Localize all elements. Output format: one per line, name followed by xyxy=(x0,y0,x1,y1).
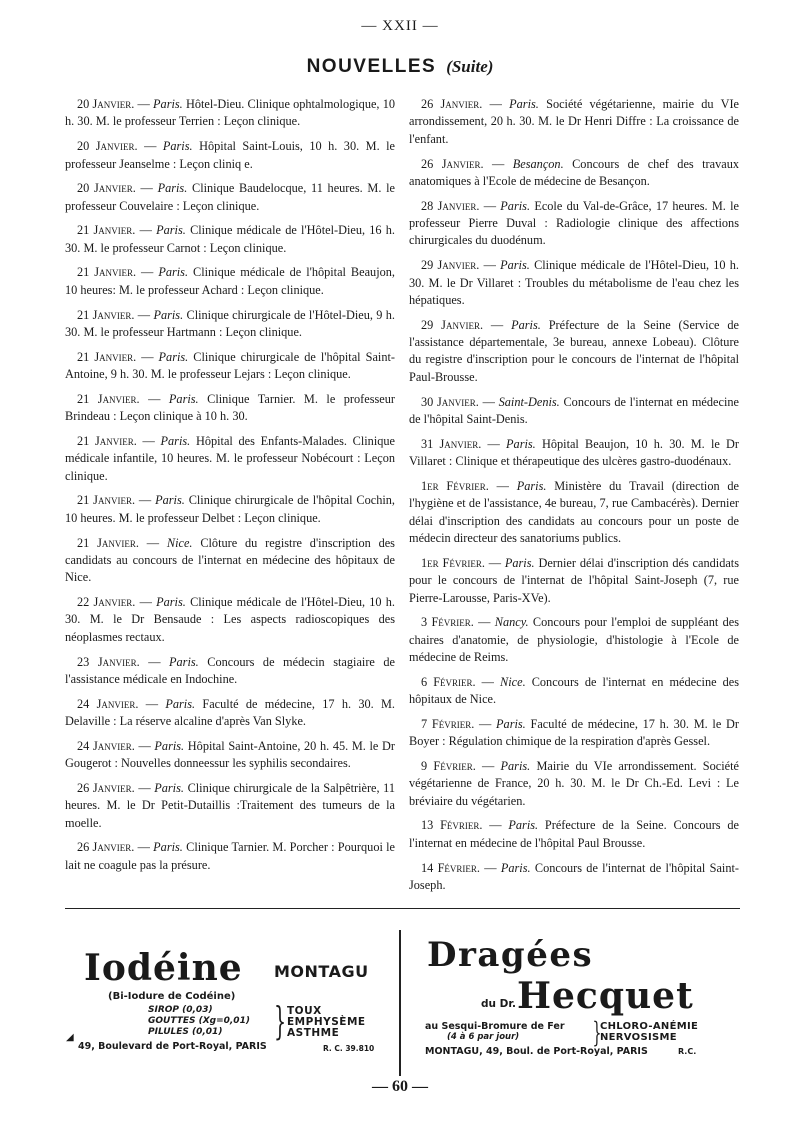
news-entry: 3 Février. — Nancy. Concours pour l'emploi de suppléant des chaires d'anatomie, de physiologie, d'histologie à l'Ecole de médecine de Reims. xyxy=(409,615,739,665)
news-entry: 21 Janvier. — Paris. Clinique chirurgicale de l'Hôtel-Dieu, 9 h. 30. M. le professeur Hartmann : Leçon clinique. xyxy=(65,307,395,339)
entry-text: Hôpital Beaujon, 10 h. 30. M. le Dr Villaret : Clinique et thérapeutique des ulcères gastro-duodénaux. xyxy=(409,436,739,469)
news-entry: 14 Février. — Paris. Concours de l'internat de l'hôpital Saint-Joseph. xyxy=(409,860,739,892)
news-entry: 20 Janvier. — Paris. Clinique Baudelocque, 11 heures. M. le professeur Couvelaire : Leçon clinique. xyxy=(65,181,395,213)
news-entry: 20 Janvier. — Paris. Hôtel-Dieu. Clinique ophtalmologique, 10 h. 30. M. le professeur Terrien : Leçon clinique. xyxy=(65,97,395,129)
brace-glyph: } xyxy=(274,999,287,1043)
entry-date: 31 Janvier. xyxy=(421,436,482,451)
entry-text: Dernier délai d'inscription dés candidats pour le concours de l'internat de l'hôpital Saint-Joseph (7, rue Pierre-Larousse, Paris-XVe). xyxy=(409,555,739,605)
entry-date: 24 Janvier. xyxy=(77,738,135,753)
entry-text: Clinique médicale de l'hôpital Beaujon, 10 heures: M. le professeur Achard : Leçon clinique. xyxy=(65,265,395,297)
entry-text: Clinique chirurgicale de l'hôpital Saint-Antoine, 9 h. 30. M. le professeur Lejars : Leçon clinique. xyxy=(65,349,395,382)
advert-address: MONTAGU, 49, Boul. de Port-Royal, PARIS xyxy=(425,1046,648,1057)
news-entry: 1er Février. — Paris. Dernier délai d'inscription dés candidats pour le concours de l'internat de l'hôpital Saint-Joseph (7, rue Pierre-Larousse, Paris-XVe). xyxy=(409,555,739,605)
entry-text: Préfecture de la Seine. Concours de l'internat en médecine de l'hôpital Paul Brousse. xyxy=(409,818,739,850)
advert-address: 49, Boulevard de Port-Royal, PARIS xyxy=(78,1041,267,1052)
entry-date: 3 Février. xyxy=(421,615,474,630)
entry-text: Faculté de médecine, 17 h. 30. M. le Dr Boyer : Régulation chimique de la respiration d'après Gessel. xyxy=(409,716,740,749)
advert-prefix: du Dr. xyxy=(481,998,517,1010)
advert-registration: R.C. xyxy=(678,1047,697,1056)
page-number: — 60 — xyxy=(372,1078,428,1095)
entry-date: 21 Janvier. xyxy=(77,535,139,550)
entry-date: 24 Janvier. xyxy=(77,696,139,711)
section-title-main: NOUVELLES xyxy=(306,56,437,77)
entry-date: 26 Janvier. xyxy=(421,97,483,111)
right-news-column xyxy=(409,96,739,902)
entry-place: Nice. xyxy=(166,535,193,550)
news-entry: 26 Janvier. — Besançon. Concours de chef des travaux anatomiques à l'Ecole de médecine de Besançon. xyxy=(409,156,739,188)
advert-dragees-hecquet xyxy=(425,935,725,1070)
entry-text: Clinique médicale de l'Hôtel-Dieu, 16 h. 30. M. le professeur Carnot : Leçon clinique. xyxy=(65,223,396,255)
entry-place: Paris. xyxy=(500,758,531,773)
news-entry: 21 Janvier. — Paris. Clinique Tarnier. M. le professeur Brindeau : Leçon clinique à 10 h. 30. xyxy=(65,391,395,424)
entry-date: 26 Janvier. xyxy=(421,156,484,171)
entry-place: Nice. xyxy=(500,674,526,689)
entry-date: 26 Janvier. xyxy=(77,840,135,855)
entry-date: 21 Janvier. xyxy=(77,433,137,448)
entry-date: 26 Janvier. xyxy=(77,780,135,795)
news-entry: 26 Janvier. — Paris. Clinique Tarnier. M. Porcher : Pourquoi le lait ne coagule pas la présure. xyxy=(65,840,395,872)
news-entry: 13 Février. — Paris. Préfecture de la Seine. Concours de l'internat en médecine de l'hôpital Paul Brousse. xyxy=(409,818,739,850)
news-entry: 6 Février. — Nice. Concours de l'internat en médecine des hôpitaux de Nice. xyxy=(409,674,739,707)
advert-brand-name: Hecquet xyxy=(517,975,694,1017)
entry-text: Clinique médicale de l'Hôtel-Dieu, 10 h. 30. M. le Dr Bensaude : Les aspects radioscopiques des néoplasmes rectaux. xyxy=(65,595,396,644)
advert-product-name: Iodéine xyxy=(84,947,243,989)
left-news-column xyxy=(65,96,395,881)
entry-text: Concours de médecin stagiaire de l'assistance médicale en Indochine. xyxy=(65,654,396,686)
advert-product-name: Dragées xyxy=(427,935,594,975)
news-entry: 26 Janvier. — Paris. Clinique chirurgicale de la Salpêtrière, 11 heures. M. le Dr Petit-Dutaillis :Traitement des tumeurs de la moelle. xyxy=(65,780,396,830)
entry-date: 22 Janvier. xyxy=(77,595,136,610)
entry-date: 13 Février. xyxy=(421,818,483,833)
news-entry: 24 Janvier. — Paris. Hôpital Saint-Antoine, 20 h. 45. M. le Dr Gougerot : Nouvelles donneessur les syphilis secondaires. xyxy=(65,738,396,771)
news-entry: 21 Janvier. — Paris. Clinique chirurgicale de l'hôpital Saint-Antoine, 9 h. 30. M. le professeur Lejars : Leçon clinique. xyxy=(65,349,395,382)
news-entry: 20 Janvier. — Paris. Hôpital Saint-Louis, 10 h. 30. M. le professeur Jeanselme : Leçon cliniq e. xyxy=(65,139,395,171)
advert-subtitle: (Bi-Iodure de Codéine) xyxy=(108,991,236,1002)
entry-date: 30 Janvier. xyxy=(421,394,479,409)
news-entry: 21 Janvier. — Nice. Clôture du registre d'inscription des candidats au concours de l'internat en médecine des hôpitaux de Nice. xyxy=(65,535,395,585)
news-entry: 1er Février. — Paris. Ministère du Travail (direction de l'hygiène et de l'assistance, 4e bureau, 7, rue Cambacérès). Dernier délai d'inscription des candidats au concours pour un poste de médecin directeur des sanatoriums publics. xyxy=(409,478,740,546)
news-entry: 21 Janvier. — Paris. Clinique chirurgicale de l'hôpital Cochin, 10 heures. M. le professeur Delbet : Leçon clinique. xyxy=(65,493,395,525)
entry-date: 20 Janvier. xyxy=(77,139,138,154)
entry-text: Clinique médicale de l'Hôtel-Dieu, 10 h. 30. M. le Dr Villaret : Troubles du métabolisme de l'eau chez les hépatiques. xyxy=(409,258,740,307)
entry-text: Hôpital Saint-Antoine, 20 h. 45. M. le Dr Gougerot : Nouvelles donneessur les syphilis secondaires. xyxy=(65,738,396,771)
entry-text: Préfecture de la Seine (Service de l'assistance départementale, 3e bureau, annexe Lobeau). Clôture du registre d'inscription pour le concours de l'internat de l'hôpital Paul-Brousse. xyxy=(409,317,739,384)
advert-registration: R. C. 39.810 xyxy=(323,1044,375,1053)
advert-indications xyxy=(600,1021,698,1043)
section-title xyxy=(0,56,800,78)
advert-form: GOUTTES (Xg=0,01) xyxy=(148,1016,250,1026)
news-entry: 7 Février. — Paris. Faculté de médecine, 17 h. 30. M. le Dr Boyer : Régulation chimique de la respiration d'après Gessel. xyxy=(409,716,740,749)
entry-text: Hôtel-Dieu. Clinique ophtalmologique, 10 h. 30. M. le professeur Terrien : Leçon clinique. xyxy=(65,97,395,129)
entry-place: Paris. xyxy=(156,595,186,610)
entry-text: Clinique chirurgicale de l'Hôtel-Dieu, 9 h. 30. M. le professeur Hartmann : Leçon clinique. xyxy=(65,307,395,339)
entry-place: Paris. xyxy=(511,317,541,332)
advert-forms xyxy=(148,1005,250,1038)
entry-date: 28 Janvier. xyxy=(421,198,480,213)
entry-date: 21 Janvier. xyxy=(77,265,137,280)
entry-place: Paris. xyxy=(500,258,530,273)
entry-text: Clôture du registre d'inscription des candidats au concours de l'internat en médecine des hôpitaux de Nice. xyxy=(65,535,395,585)
entry-date: 1er Février. xyxy=(421,478,489,493)
entry-text: Concours de l'internat en médecine des hôpitaux de Nice. xyxy=(409,674,739,707)
advert-indications xyxy=(287,1006,366,1039)
entry-text: Concours de l'internat en médecine de l'hôpital Saint-Denis. xyxy=(409,394,739,426)
entry-text: Clinique Tarnier. M. Porcher : Pourquoi le lait ne coagule pas la présure. xyxy=(65,840,395,872)
news-entry: 21 Janvier. — Paris. Hôpital des Enfants-Malades. Clinique médicale infantile, 10 heures. M. le professeur Nobécourt : Leçon clinique. xyxy=(65,433,396,483)
news-entry: 21 Janvier. — Paris. Clinique médicale de l'hôpital Beaujon, 10 heures: M. le professeur Achard : Leçon clinique. xyxy=(65,265,395,297)
entry-place: Paris. xyxy=(165,696,196,711)
entry-text: Concours de l'internat de l'hôpital Saint-Joseph. xyxy=(409,860,739,892)
entry-place: Paris. xyxy=(155,493,185,508)
entry-date: 21 Janvier. xyxy=(77,493,136,508)
entry-place: Paris. xyxy=(153,840,183,855)
entry-date: 1er Février. xyxy=(421,555,485,570)
entry-place: Paris. xyxy=(162,139,193,154)
advert-indication: NERVOSISME xyxy=(600,1032,677,1043)
entry-place: Paris. xyxy=(158,349,189,364)
news-entry: 29 Janvier. — Paris. Préfecture de la Seine (Service de l'assistance départementale, 3e bureau, annexe Lobeau). Clôture du registre d'inscription pour le concours de l'internat de l'hôpital Paul-Brousse. xyxy=(409,317,739,384)
section-title-suffix: (Suite) xyxy=(446,57,494,76)
news-entry: 24 Janvier. — Paris. Faculté de médecine, 17 h. 30. M. Delaville : La réserve alcaline d'après Van Slyke. xyxy=(65,696,395,729)
entry-text: Faculté de médecine, 17 h. 30. M. Delaville : La réserve alcaline d'après Van Slyke. xyxy=(65,696,395,729)
entry-place: Paris. xyxy=(500,198,531,213)
advert-dose: (4 à 6 par jour) xyxy=(447,1032,520,1042)
entry-date: 20 Janvier. xyxy=(77,97,135,111)
advert-iodeine xyxy=(66,940,383,1070)
entry-place: Nancy. xyxy=(494,615,529,630)
entry-text: Hôpital Saint-Louis, 10 h. 30. M. le professeur Jeanselme : Leçon cliniq e. xyxy=(65,139,395,171)
entry-text: Ministère du Travail (direction de l'hygiène et de l'assistance, 4e bureau, 7, rue Cambacérès). Dernier délai d'inscription des candidats au concours pour un poste de médecin directeur des sanatoriums publics. xyxy=(409,478,740,546)
entry-date: 21 Janvier. xyxy=(77,349,137,364)
entry-date: 6 Février. xyxy=(421,674,476,689)
news-entry: 21 Janvier. — Paris. Clinique médicale de l'Hôtel-Dieu, 16 h. 30. M. le professeur Carnot : Leçon clinique. xyxy=(65,223,396,255)
entry-place: Paris. xyxy=(500,860,531,875)
brace-glyph: } xyxy=(592,1016,602,1049)
advert-composition: au Sesqui-Bromure de Fer xyxy=(425,1021,565,1032)
news-entry: 30 Janvier. — Saint-Denis. Concours de l'internat en médecine de l'hôpital Saint-Denis. xyxy=(409,394,739,426)
entry-place: Paris. xyxy=(496,716,526,731)
advert-indication: EMPHYSÈME xyxy=(287,1016,366,1028)
entry-text: Hôpital des Enfants-Malades. Clinique médicale infantile, 10 heures. M. le professeur Nobécourt : Leçon clinique. xyxy=(65,433,396,483)
entry-place: Paris. xyxy=(153,307,184,322)
entry-place: Paris. xyxy=(154,780,184,795)
advert-indication: CHLORO-ANÉMIE xyxy=(600,1021,699,1032)
horizontal-divider xyxy=(65,908,740,909)
entry-text: Clinique Tarnier. M. le professeur Brindeau : Leçon clinique à 10 h. 30. xyxy=(65,391,395,424)
entry-place: Paris. xyxy=(158,265,189,280)
entry-date: 23 Janvier. xyxy=(77,654,140,669)
entry-text: Ecole du Val-de-Grâce, 17 heures. M. le professeur Pierre Duval : Radiologie clinique des affections chirurgicales du duodénum. xyxy=(409,198,739,248)
entry-place: Besançon. xyxy=(512,156,564,171)
entry-place: Paris. xyxy=(504,555,535,570)
news-entry: 29 Janvier. — Paris. Clinique médicale de l'Hôtel-Dieu, 10 h. 30. M. le Dr Villaret : Troubles du métabolisme de l'eau chez les hépatiques. xyxy=(409,258,740,307)
entry-date: 21 Janvier. xyxy=(77,307,135,322)
entry-place: Paris. xyxy=(508,818,539,833)
entry-date: 20 Janvier. xyxy=(77,181,136,196)
entry-date: 7 Février. xyxy=(421,716,475,731)
entry-place: Paris. xyxy=(153,97,183,111)
roman-page-number: — XXII — xyxy=(361,18,439,34)
entry-date: 21 Janvier. xyxy=(77,223,136,238)
advert-form: PILULES (0,01) xyxy=(148,1027,223,1037)
advert-form: SIROP (0,03) xyxy=(148,1005,213,1015)
entry-text: Clinique chirurgicale de la Salpêtrière, 11 heures. M. le Dr Petit-Dutaillis :Traitement des tumeurs de la moelle. xyxy=(65,780,396,830)
news-entry: 28 Janvier. — Paris. Ecole du Val-de-Grâce, 17 heures. M. le professeur Pierre Duval : Radiologie clinique des affections chirurgicales du duodénum. xyxy=(409,198,739,248)
entry-place: Paris. xyxy=(506,436,536,451)
entry-place: Saint-Denis. xyxy=(498,394,560,409)
entry-place: Paris. xyxy=(168,391,199,406)
entry-date: 29 Janvier. xyxy=(421,317,484,332)
entry-date: 9 Février. xyxy=(421,758,476,773)
news-entry: 26 Janvier. — Paris. Société végétarienne, mairie du VIe arrondissement, 20 h. 30. M. le Dr Henri Diffre : La croissance de l'enfant. xyxy=(409,97,740,146)
entry-place: Paris. xyxy=(169,654,199,669)
entry-place: Paris. xyxy=(509,97,539,111)
entry-date: 21 Janvier. xyxy=(77,391,140,406)
news-entry: 31 Janvier. — Paris. Hôpital Beaujon, 10 h. 30. M. le Dr Villaret : Clinique et thérapeutique des ulcères gastro-duodénaux. xyxy=(409,436,739,469)
entry-place: Paris. xyxy=(160,433,191,448)
advert-indication: TOUX xyxy=(287,1005,322,1017)
entry-date: 29 Janvier. xyxy=(421,258,480,273)
vertical-divider xyxy=(399,930,401,1076)
pointer-mark-icon: ◢ xyxy=(66,1032,74,1043)
entry-place: Paris. xyxy=(516,478,547,493)
news-entry: 22 Janvier. — Paris. Clinique médicale de l'Hôtel-Dieu, 10 h. 30. M. le Dr Bensaude : Les aspects radioscopiques des néoplasmes rectaux. xyxy=(65,595,396,644)
entry-date: 14 Février. xyxy=(421,860,480,875)
entry-text: Société végétarienne, mairie du VIe arrondissement, 20 h. 30. M. le Dr Henri Diffre : La croissance de l'enfant. xyxy=(409,97,740,146)
entry-place: Paris. xyxy=(157,181,188,196)
entry-text: Concours de chef des travaux anatomiques à l'Ecole de médecine de Besançon. xyxy=(409,156,739,188)
entry-place: Paris. xyxy=(156,223,186,238)
entry-text: Clinique Baudelocque, 11 heures. M. le professeur Couvelaire : Leçon clinique. xyxy=(65,181,395,213)
entry-text: Mairie du VIe arrondissement. Société végétarienne de France, 20 h. 30. M. le Dr Ch.-Ed. Levi : Le bréviaire du végétarien. xyxy=(409,758,740,808)
advert-maker: MONTAGU xyxy=(274,962,369,981)
news-entry: 23 Janvier. — Paris. Concours de médecin stagiaire de l'assistance médicale en Indochine. xyxy=(65,654,396,686)
advert-indication: ASTHME xyxy=(287,1027,340,1039)
entry-text: Clinique chirurgicale de l'hôpital Cochin, 10 heures. M. le professeur Delbet : Leçon clinique. xyxy=(65,493,395,525)
entry-place: Paris. xyxy=(154,738,185,753)
entry-text: Concours pour l'emploi de suppléant des chaires d'anatomie, de physiologie, d'histologie à l'Ecole de médecine de Reims. xyxy=(409,615,739,665)
news-entry: 9 Février. — Paris. Mairie du VIe arrondissement. Société végétarienne de France, 20 h. 30. M. le Dr Ch.-Ed. Levi : Le bréviaire du végétarien. xyxy=(409,758,740,808)
